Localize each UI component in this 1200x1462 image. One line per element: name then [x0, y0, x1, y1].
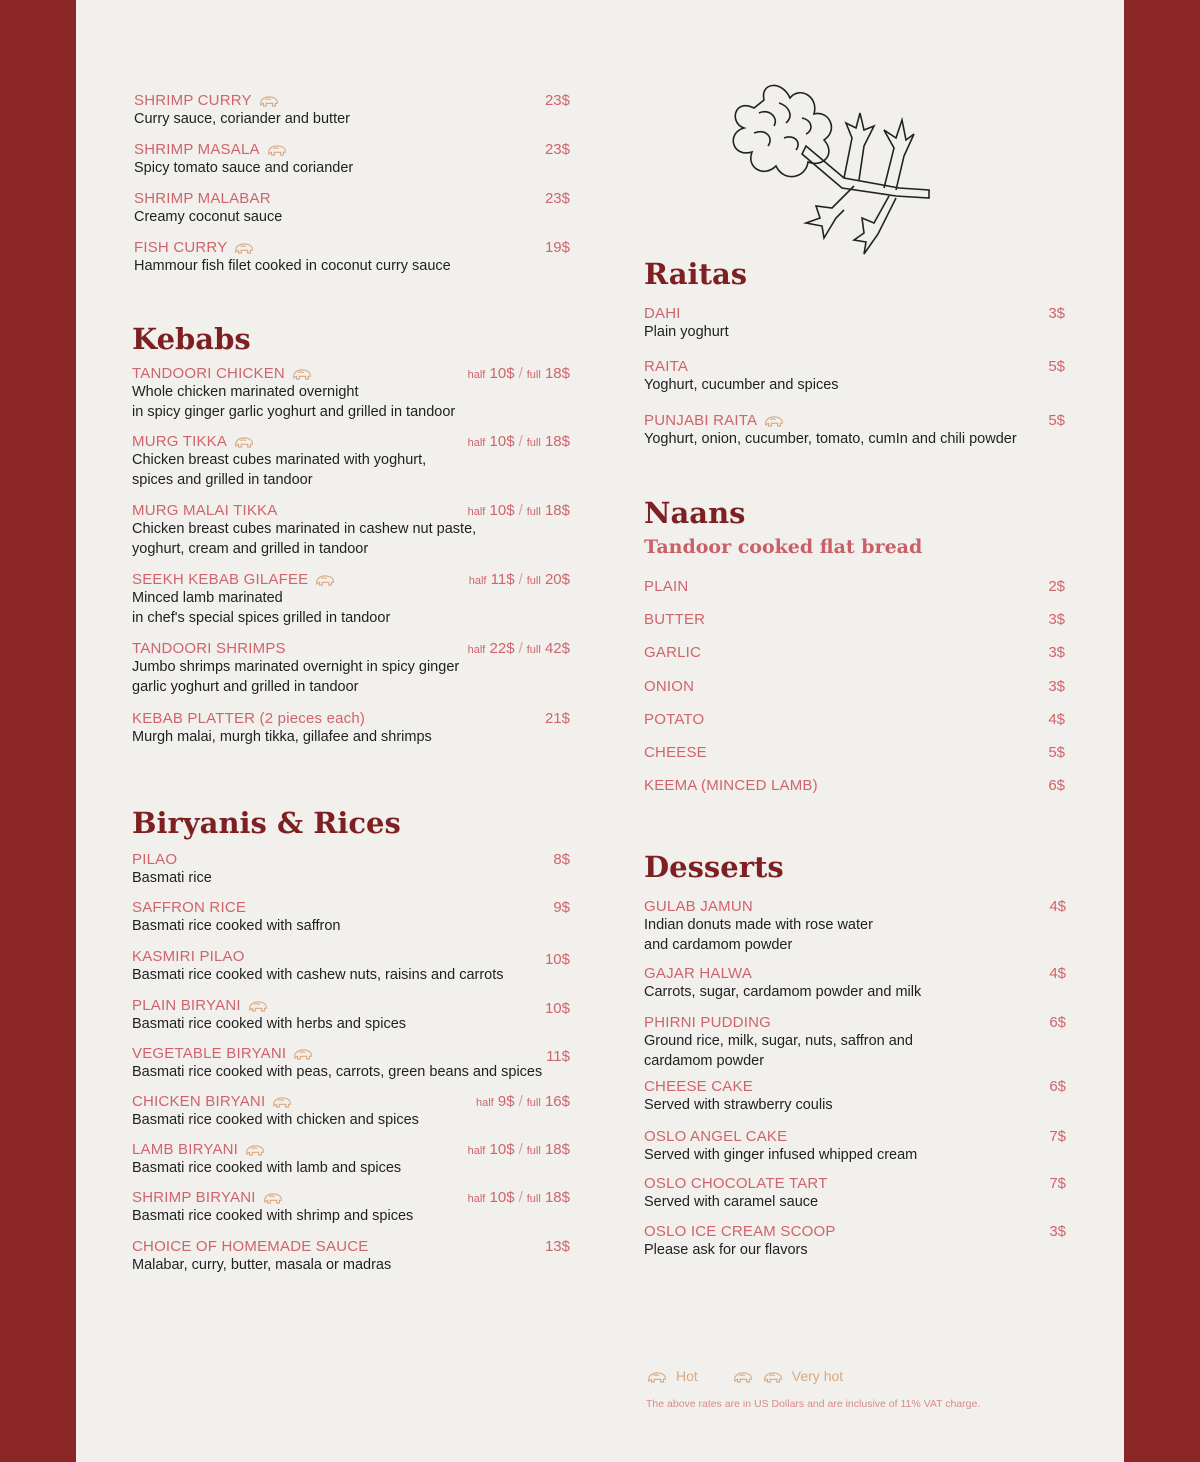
menu-item-description: Yoghurt, onion, cucumber, tomato, cumIn and chili powder: [644, 431, 1017, 447]
menu-item-description: Basmati rice cooked with cashew nuts, raisins and carrots: [132, 967, 504, 983]
chili-icon: [258, 92, 280, 110]
menu-item: [132, 948, 504, 986]
menu-item-name-row: [132, 851, 177, 869]
raitas-title: Raitas: [644, 257, 748, 291]
chili-icon: [266, 141, 288, 159]
menu-item: [644, 644, 701, 662]
half-price: 10$: [489, 433, 515, 450]
half-price: 22$: [489, 640, 515, 657]
menu-item: [132, 851, 212, 889]
menu-item-name: SAFFRON RICE: [132, 899, 247, 916]
menu-item-name: PLAIN BIRYANI: [132, 997, 241, 1014]
half-label: half: [467, 506, 486, 518]
full-label: full: [526, 1097, 541, 1109]
menu-item-price: [1049, 1014, 1066, 1032]
half-label: half: [468, 575, 487, 587]
half-price: 10$: [489, 1189, 515, 1206]
menu-item-price: [1048, 578, 1065, 596]
price-value: 6$: [1049, 1078, 1066, 1095]
full-price: 18$: [544, 502, 570, 519]
menu-item-price: [1048, 644, 1065, 662]
chili-icon: [763, 412, 785, 430]
half-price: 11$: [490, 571, 515, 588]
menu-item: [132, 1238, 391, 1276]
price-value: 10$: [544, 951, 570, 968]
menu-item-price: [1049, 1078, 1066, 1096]
price-value: 4$: [1048, 711, 1065, 728]
menu-item-description: Basmati rice: [132, 870, 212, 886]
price-value: 8$: [553, 851, 570, 868]
menu-item-name: CHEESE: [644, 744, 707, 761]
flower-illustration-icon: [724, 68, 934, 258]
price-separator: /: [518, 571, 523, 588]
price-separator: /: [518, 1189, 523, 1206]
full-price: 18$: [544, 433, 570, 450]
menu-item-price: [468, 640, 570, 659]
menu-item: [132, 1045, 542, 1083]
price-separator: /: [518, 640, 523, 657]
menu-page: [76, 0, 1124, 1462]
menu-item-description: yoghurt, cream and grilled in tandoor: [132, 540, 369, 557]
menu-item-name: SHRIMP CURRY: [134, 92, 252, 109]
menu-item: [644, 611, 705, 629]
menu-item: [644, 744, 707, 762]
menu-item-description: Chicken breast cubes marinated with yoghurt,: [132, 452, 427, 468]
menu-item-price: [1049, 965, 1066, 983]
menu-item: [132, 502, 476, 559]
menu-item-description: Jumbo shrimps marinated overnight in spicy ginger: [132, 659, 460, 675]
menu-item-price: [545, 190, 570, 208]
menu-item-name: KEBAB PLATTER (2 pieces each): [132, 710, 366, 727]
menu-item-description: Minced lamb marinated: [132, 590, 283, 606]
menu-item-description: Whole chicken marinated overnight: [132, 384, 359, 400]
menu-item-name: ONION: [644, 678, 695, 695]
price-separator: /: [518, 365, 523, 382]
menu-item-price: [1048, 358, 1065, 376]
menu-item-name: GULAB JAMUN: [644, 898, 753, 915]
menu-item-name: CHEESE CAKE: [644, 1078, 753, 1095]
menu-item-name: SEEKH KEBAB GILAFEE: [132, 571, 309, 588]
menu-item-name: KEEMA (MINCED LAMB): [644, 777, 818, 794]
menu-item-name-row: [132, 710, 365, 728]
menu-item-name-row: [134, 141, 288, 159]
menu-item-price: [553, 851, 570, 869]
menu-item-name-row: [644, 644, 701, 662]
menu-item-description: cardamom powder: [644, 1052, 765, 1069]
menu-item-description: and cardamom powder: [644, 936, 793, 953]
menu-item-price: [1048, 678, 1065, 696]
menu-item-description: Basmati rice cooked with chicken and spices: [132, 1112, 419, 1128]
half-label: half: [475, 1097, 494, 1109]
naans-subtitle: Tandoor cooked flat bread: [644, 536, 923, 558]
menu-item: [132, 997, 406, 1035]
half-label: half: [467, 369, 486, 381]
menu-item-name: DAHI: [644, 305, 681, 322]
chili-icon: [646, 1368, 668, 1384]
menu-item: [644, 1078, 833, 1116]
price-value: 21$: [544, 710, 570, 727]
menu-item-name-row: [132, 502, 277, 520]
menu-item-name: PHIRNI PUDDING: [644, 1014, 771, 1031]
menu-item-description: Curry sauce, coriander and butter: [134, 111, 350, 127]
menu-item-price: [1049, 898, 1066, 916]
menu-item-name: TANDOORI SHRIMPS: [132, 640, 286, 657]
menu-item-name-row: [132, 640, 286, 658]
price-separator: /: [518, 1141, 523, 1158]
menu-item: [644, 777, 818, 795]
price-value: 4$: [1049, 898, 1066, 915]
price-value: 4$: [1049, 965, 1066, 982]
half-label: half: [467, 1193, 486, 1205]
menu-item: [644, 1223, 836, 1261]
price-value: 9$: [553, 899, 570, 916]
menu-item-description: in spicy ginger garlic yoghurt and grilled in tandoor: [132, 403, 456, 420]
menu-item-name: BUTTER: [644, 611, 706, 628]
naans-title: Naans: [644, 496, 746, 530]
price-value: 5$: [1048, 358, 1065, 375]
menu-item-price: [545, 239, 570, 257]
menu-item-description: Malabar, curry, butter, masala or madras: [132, 1257, 392, 1273]
menu-item: [134, 92, 350, 130]
menu-item-name-row: [132, 1189, 284, 1207]
menu-item-name-row: [132, 433, 255, 451]
menu-item: [132, 1189, 413, 1227]
full-price: 18$: [544, 365, 570, 382]
menu-item-description: Plain yoghurt: [644, 324, 729, 340]
full-price: 18$: [544, 1189, 570, 1206]
half-price: 10$: [489, 365, 515, 382]
menu-item: [132, 899, 340, 937]
menu-item-name-row: [644, 1175, 828, 1193]
menu-item-name-row: [644, 777, 818, 795]
menu-item-price: [545, 710, 570, 728]
full-label: full: [526, 1193, 541, 1205]
menu-item-name: FISH CURRY: [134, 239, 228, 256]
menu-item-price: [1049, 1223, 1066, 1241]
menu-item-name-row: [644, 1014, 771, 1032]
price-separator: /: [518, 502, 523, 519]
price-value: 3$: [1049, 1223, 1066, 1240]
menu-item-name-row: [134, 239, 255, 257]
menu-item-description: Indian donuts made with rose water: [644, 917, 873, 933]
full-label: full: [526, 575, 541, 587]
menu-item-name-row: [132, 1045, 314, 1063]
menu-item-description: Served with ginger infused whipped cream: [644, 1147, 918, 1163]
menu-item-name: CHICKEN BIRYANI: [132, 1093, 266, 1110]
menu-item-name-row: [644, 1078, 753, 1096]
menu-item-name-row: [644, 305, 681, 323]
full-label: full: [526, 1145, 541, 1157]
menu-item-name-row: [644, 412, 785, 430]
menu-item-name-row: [644, 358, 688, 376]
menu-item-name: KASMIRI PILAO: [132, 948, 245, 965]
full-label: full: [526, 506, 541, 518]
price-value: 19$: [544, 239, 570, 256]
menu-item-name: MURG MALAI TIKKA: [132, 502, 278, 519]
menu-item: [644, 1014, 913, 1071]
half-price: 10$: [489, 1141, 515, 1158]
menu-item-name: TANDOORI CHICKEN: [132, 365, 285, 382]
menu-item: [644, 412, 1017, 450]
menu-item-name-row: [644, 611, 705, 629]
menu-item-description: Creamy coconut sauce: [134, 209, 283, 225]
price-separator: /: [518, 433, 523, 450]
menu-item-price: [468, 433, 570, 452]
menu-item-name-row: [644, 1128, 787, 1146]
menu-item-description: Please ask for our flavors: [644, 1242, 808, 1258]
menu-item: [132, 571, 390, 628]
menu-item-name-row: [132, 899, 246, 917]
menu-item-name: PUNJABI RAITA: [644, 412, 758, 429]
menu-item-price: [468, 365, 570, 384]
menu-item-name: VEGETABLE BIRYANI: [132, 1045, 287, 1062]
chili-icon: [292, 1045, 314, 1063]
full-label: full: [526, 437, 541, 449]
menu-item-name-row: [132, 571, 336, 589]
menu-item-name-row: [132, 948, 245, 966]
menu-item-name: PILAO: [132, 851, 178, 868]
price-value: 23$: [544, 190, 570, 207]
menu-item-price: [545, 951, 570, 969]
spice-legend: [646, 1368, 843, 1384]
menu-item-name-row: [132, 1238, 369, 1256]
menu-item-price: [553, 899, 570, 917]
menu-item-price: [1048, 611, 1065, 629]
price-value: 7$: [1049, 1175, 1066, 1192]
price-value: 11$: [546, 1048, 570, 1065]
menu-item-price: [1048, 711, 1065, 729]
menu-item-name-row: [644, 965, 752, 983]
menu-item: [644, 678, 694, 696]
price-value: 23$: [544, 141, 570, 158]
full-label: full: [526, 369, 541, 381]
menu-item-price: [476, 1093, 570, 1112]
menu-item-name-row: [132, 1141, 266, 1159]
menu-item-description: Basmati rice cooked with shrimp and spices: [132, 1208, 414, 1224]
menu-item-price: [545, 1238, 570, 1256]
menu-item-name: OSLO ANGEL CAKE: [644, 1128, 788, 1145]
menu-item-description: Spicy tomato sauce and coriander: [134, 160, 354, 176]
menu-item: [134, 141, 353, 179]
menu-item-name-row: [134, 190, 271, 208]
menu-item-description: Basmati rice cooked with saffron: [132, 918, 341, 934]
menu-item-name: RAITA: [644, 358, 689, 375]
kebabs-title: Kebabs: [132, 322, 251, 356]
menu-item-name: LAMB BIRYANI: [132, 1141, 239, 1158]
legend-hot-label: Hot: [676, 1368, 698, 1384]
menu-item-price: [546, 1048, 570, 1066]
chili-icon: [732, 1368, 754, 1384]
full-price: 20$: [544, 571, 570, 588]
full-price: 42$: [544, 640, 570, 657]
menu-item: [644, 358, 839, 396]
menu-item-price: [468, 1141, 570, 1160]
chili-icon: [233, 239, 255, 257]
menu-item: [644, 578, 688, 596]
menu-item-name: GARLIC: [644, 644, 702, 661]
menu-item-name: SHRIMP BIRYANI: [132, 1189, 256, 1206]
menu-item-name: GAJAR HALWA: [644, 965, 753, 982]
chili-icon: [233, 433, 255, 451]
menu-item-name-row: [644, 898, 753, 916]
price-value: 6$: [1048, 777, 1065, 794]
menu-item-description: garlic yoghurt and grilled in tandoor: [132, 678, 359, 695]
menu-item-description: Basmati rice cooked with peas, carrots, green beans and spices: [132, 1064, 543, 1080]
menu-item-description: Hammour fish filet cooked in coconut curry sauce: [134, 258, 451, 274]
half-label: half: [467, 437, 486, 449]
menu-item-price: [545, 141, 570, 159]
half-price: 10$: [489, 502, 515, 519]
menu-item-name-row: [132, 1093, 293, 1111]
full-price: 16$: [544, 1093, 570, 1110]
menu-item: [644, 711, 704, 729]
menu-item-price: [1048, 412, 1065, 430]
chili-icon: [314, 571, 336, 589]
biryanis-title: Biryanis & Rices: [132, 806, 401, 840]
menu-item-name: SHRIMP MALABAR: [134, 190, 271, 207]
menu-item-name: MURG TIKKA: [132, 433, 228, 450]
menu-item-description: Served with strawberry coulis: [644, 1097, 833, 1113]
legend-very-hot-label: Very hot: [791, 1368, 844, 1384]
desserts-title: Desserts: [644, 850, 784, 884]
menu-item-price: [1048, 777, 1065, 795]
price-separator: /: [518, 1093, 523, 1110]
menu-item-name-row: [644, 678, 694, 696]
menu-item-description: Carrots, sugar, cardamom powder and milk: [644, 984, 922, 1000]
price-value: 23$: [544, 92, 570, 109]
menu-item: [132, 1093, 419, 1131]
menu-item-price: [1048, 744, 1065, 762]
menu-item: [132, 640, 459, 697]
menu-item: [644, 965, 921, 1003]
menu-item-price: [469, 571, 570, 590]
menu-item-description: Ground rice, milk, sugar, nuts, saffron and: [644, 1033, 913, 1049]
half-label: half: [467, 1145, 486, 1157]
menu-item-description: Chicken breast cubes marinated in cashew nut paste,: [132, 521, 477, 537]
chili-icon: [247, 997, 269, 1015]
menu-item-name-row: [132, 365, 313, 383]
menu-item: [134, 190, 282, 228]
menu-item-price: [468, 1189, 570, 1208]
price-value: 6$: [1049, 1014, 1066, 1031]
menu-item-name-row: [644, 711, 704, 729]
menu-item-name-row: [644, 744, 707, 762]
price-value: 10$: [544, 1000, 570, 1017]
menu-item-price: [1048, 305, 1065, 323]
menu-item-name: OSLO CHOCOLATE TART: [644, 1175, 828, 1192]
menu-item-name: SHRIMP MASALA: [134, 141, 260, 158]
chili-icon: [262, 1189, 284, 1207]
price-value: 3$: [1048, 678, 1065, 695]
menu-item: [132, 433, 426, 490]
menu-item: [132, 1141, 401, 1179]
menu-item-description: Served with caramel sauce: [644, 1194, 819, 1210]
menu-item: [134, 239, 451, 277]
price-value: 5$: [1048, 412, 1065, 429]
menu-item: [132, 710, 432, 748]
menu-item-description: Yoghurt, cucumber and spices: [644, 377, 839, 393]
chili-icon: [291, 365, 313, 383]
menu-item: [132, 365, 455, 422]
menu-item-description: Basmati rice cooked with herbs and spices: [132, 1016, 407, 1032]
menu-item-name: POTATO: [644, 711, 705, 728]
price-value: 13$: [544, 1238, 570, 1255]
menu-item-price: [1049, 1128, 1066, 1146]
menu-item-description: Basmati rice cooked with lamb and spices: [132, 1160, 402, 1176]
price-value: 3$: [1048, 644, 1065, 661]
price-value: 3$: [1048, 305, 1065, 322]
half-label: half: [467, 644, 486, 656]
menu-item-name: PLAIN: [644, 578, 689, 595]
menu-item: [644, 305, 729, 343]
half-price: 9$: [497, 1093, 515, 1110]
price-value: 5$: [1048, 744, 1065, 761]
menu-item-name-row: [132, 997, 269, 1015]
menu-item-name: OSLO ICE CREAM SCOOP: [644, 1223, 836, 1240]
full-label: full: [526, 644, 541, 656]
vat-note: The above rates are in US Dollars and are inclusive of 11% VAT charge.: [646, 1398, 981, 1410]
chili-icon: [762, 1368, 784, 1384]
menu-item-description: spices and grilled in tandoor: [132, 471, 313, 488]
price-value: 3$: [1048, 611, 1065, 628]
menu-item-name-row: [644, 578, 688, 596]
price-value: 7$: [1049, 1128, 1066, 1145]
chili-icon: [271, 1093, 293, 1111]
menu-item-price: [468, 502, 570, 521]
menu-item-name-row: [644, 1223, 836, 1241]
menu-item: [644, 1175, 828, 1213]
menu-item-name-row: [134, 92, 280, 110]
full-price: 18$: [544, 1141, 570, 1158]
chili-icon: [244, 1141, 266, 1159]
menu-item-price: [1049, 1175, 1066, 1193]
menu-item-price: [545, 92, 570, 110]
menu-item-description: Murgh malai, murgh tikka, gillafee and shrimps: [132, 729, 432, 745]
menu-item: [644, 898, 873, 955]
menu-item-price: [545, 1000, 570, 1018]
menu-item: [644, 1128, 917, 1166]
menu-item-name: CHOICE OF HOMEMADE SAUCE: [132, 1238, 369, 1255]
menu-item-description: in chef's special spices grilled in tandoor: [132, 609, 391, 626]
price-value: 2$: [1048, 578, 1065, 595]
